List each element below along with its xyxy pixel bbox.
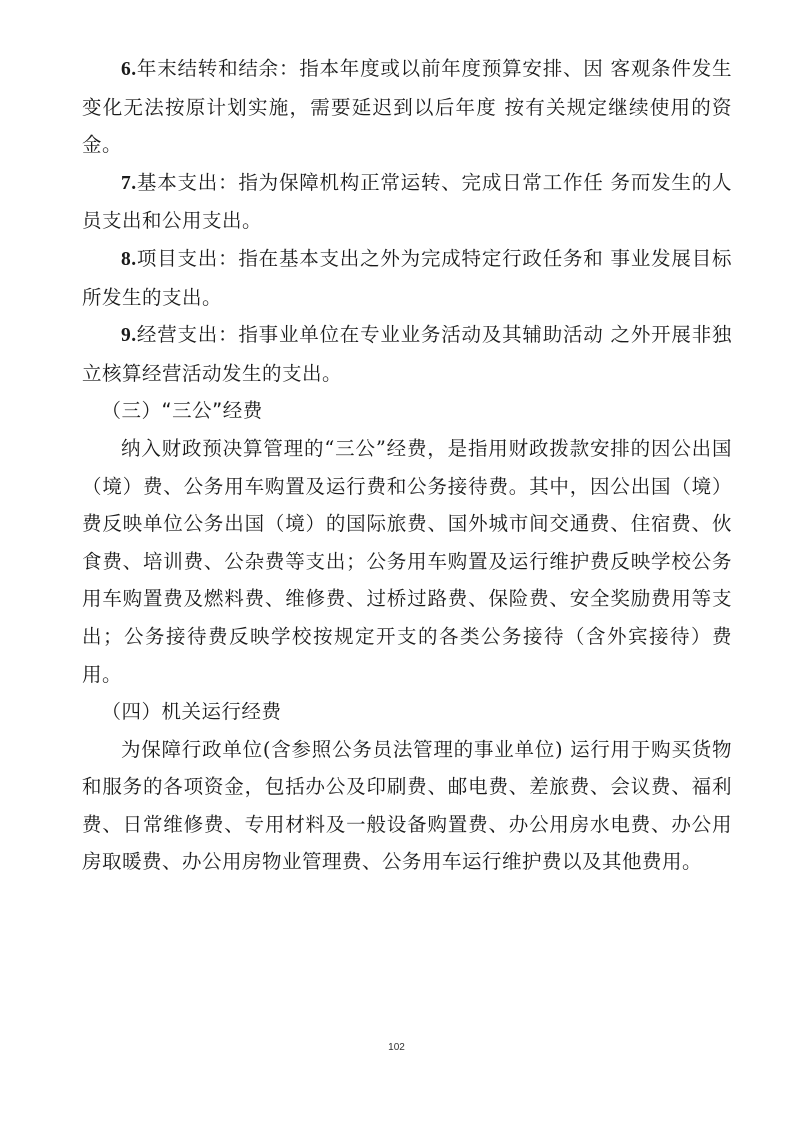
item-text: 项目支出：指在基本支出之外为完成特定行政任务和 事业发展目标所发生的支出。 [82, 246, 732, 309]
section-heading-4: （四）机关运行经费 [101, 700, 282, 724]
section-heading-3: （三）“三公”经费 [101, 399, 263, 423]
section-3-body: 纳入财政预决算管理的“三公”经费，是指用财政拨款安排的因公出国（境）费、公务用车购置及运行费和公务接待费。其中，因公出国（境）费反映单位公务出国（境）的国际旅费、国外城市间交通费、住宿费、伙食费、培训费、公杂费等支出；公务用车购置及运行维护费反映学校公务用车购置费及燃料费、维修费、过桥过路费、保险费、安全奖励费用等支出；公务接待费反映学校按规定开支的各类公务接待（含外宾接待）费用。 [82, 436, 732, 686]
item-number: 8. [121, 248, 137, 270]
paragraph-item-7 [82, 164, 732, 240]
paragraph-item-9 [82, 316, 732, 392]
item-text: 年末结转和结余：指本年度或以前年度预算安排、因 客观条件发生变化无法按原计划实施，需要延迟到以后年度 按有关规定继续使用的资金。 [82, 57, 732, 157]
paragraph-item-8 [82, 240, 732, 316]
item-number: 7. [121, 172, 137, 194]
item-text: 基本支出：指为保障机构正常运转、完成日常工作任 务而发生的人员支出和公用支出。 [82, 170, 732, 233]
section-4-body: 为保障行政单位(含参照公务员法管理的事业单位) 运行用于购买货物和服务的各项资金，包括办公及印刷费、邮电费、差旅费、会议费、福利费、日常维修费、专用材料及一般设备购置费、办公用房水电费、办公用房取暖费、办公用房物业管理费、公务用车运行维护费以及其他费用。 [82, 737, 732, 874]
page-number: 102 [388, 1042, 405, 1053]
paragraph-item-6 [82, 50, 732, 164]
item-number: 6. [121, 59, 137, 80]
page-content [82, 50, 732, 881]
item-text: 经营支出：指事业单位在专业业务活动及其辅助活动 之外开展非独立核算经营活动发生的支出。 [82, 323, 732, 385]
item-number: 9. [121, 325, 137, 347]
